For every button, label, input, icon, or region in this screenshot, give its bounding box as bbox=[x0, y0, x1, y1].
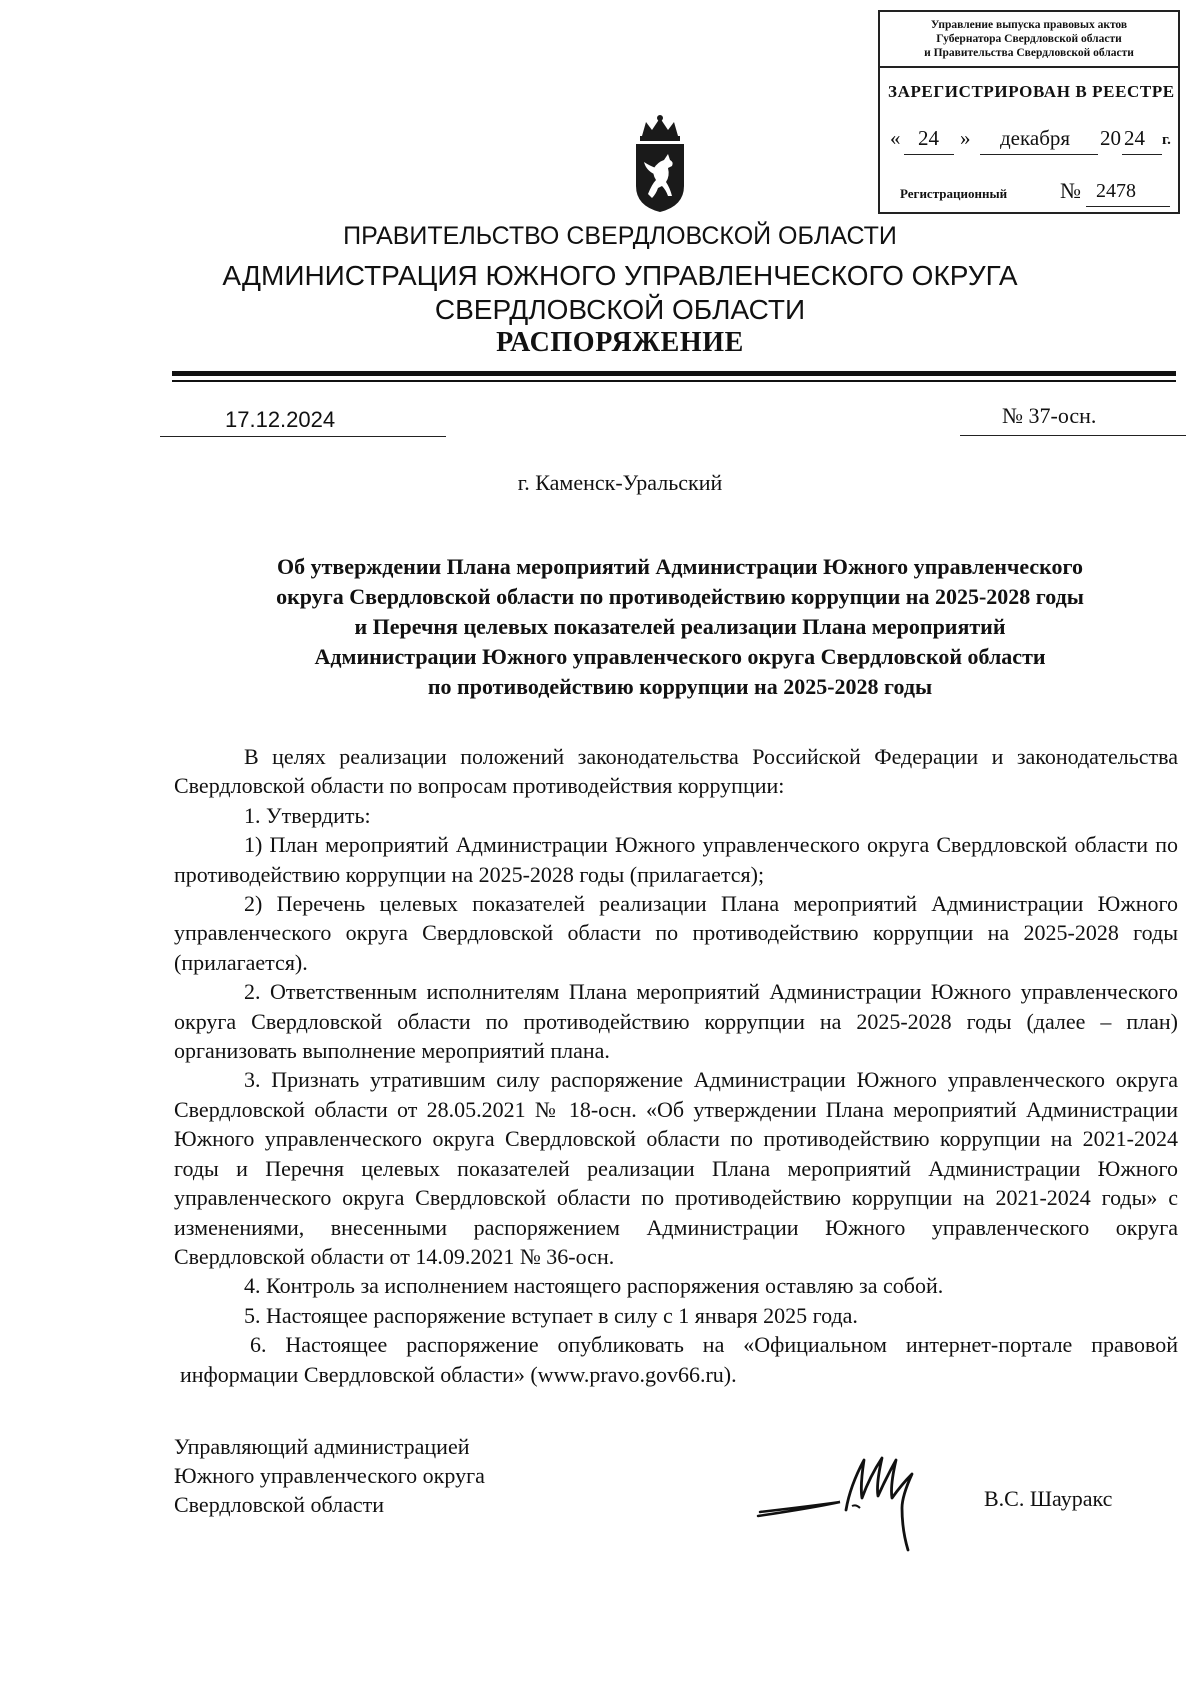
stamp-date-day: 24 bbox=[918, 126, 939, 150]
body-paragraph: 3. Признать утратившим силу распоряжение Администрации Южного управленческого округа Свердловской области от 28.05.2021 № 18-осн. «Об утверждении Плана мероприятий Администрации Южного управленческого округа Свердловской области по противодействию коррупции на 2021-2024 годы и Перечня целевых показателей реализации Плана мероприятий Администрации Южного управленческого округа Свердловской области по противодействию коррупции на 2021-2024 годы» с изменениями, внесенными распоряжением Администрации Южного управленческого округа Свердловской области от 14.09.2021 № 36-осн. bbox=[174, 1067, 1178, 1269]
header-divider-thin bbox=[172, 380, 1176, 382]
document-title-line: и Перечня целевых показателей реализации Плана мероприятий bbox=[354, 614, 1006, 639]
document-title bbox=[180, 552, 1180, 702]
document-title-line: по противодействию коррупции на 2025-2028 годы bbox=[427, 674, 933, 699]
stamp-day-underline bbox=[904, 154, 954, 155]
stamp-date-year-unit: г. bbox=[1162, 132, 1171, 148]
document-type: РАСПОРЯЖЕНИЕ bbox=[496, 327, 744, 358]
body-paragraph: 1. Утвердить: bbox=[244, 802, 371, 828]
document-title-line: округа Свердловской области по противодействию коррупции на 2025-2028 годы bbox=[276, 584, 1084, 609]
government-heading: ПРАВИТЕЛЬСТВО СВЕРДЛОВСКОЙ ОБЛАСТИ bbox=[343, 222, 897, 250]
administration-heading bbox=[0, 259, 1200, 327]
body-paragraph: 6. Настоящее распоряжение опубликовать на «Официальном интернет-портале правовой информации Свердловской области» (www.pravo.gov66.ru). bbox=[180, 1332, 1178, 1387]
body-paragraph: 4. Контроль за исполнением настоящего распоряжения оставляю за собой. bbox=[244, 1273, 944, 1299]
stamp-reg-label: Регистрационный bbox=[900, 186, 1008, 201]
signatory-position-line: Свердловской области bbox=[174, 1492, 384, 1517]
stamp-year-underline bbox=[1122, 154, 1162, 155]
signatory-position-line: Южного управленческого округа bbox=[174, 1463, 485, 1488]
body-paragraph: 1) План мероприятий Администрации Южного управленческого округа Свердловской области по противодействию коррупции на 2025-2028 годы (прилагается); bbox=[174, 832, 1178, 887]
stamp-registered-label: ЗАРЕГИСТРИРОВАН В РЕЕСТРЕ bbox=[888, 82, 1175, 101]
signatory-position bbox=[174, 1432, 485, 1519]
stamp-month-underline bbox=[980, 154, 1098, 155]
body-paragraph: 2. Ответственным исполнителям Плана мероприятий Администрации Южного управленческого округа Свердловской области по противодействию коррупции на 2025-2028 годы (далее – план) организовать выполнение мероприятий плана. bbox=[174, 979, 1178, 1064]
handwritten-signature-icon bbox=[752, 1446, 942, 1566]
body-paragraph: 5. Настоящее распоряжение вступает в силу с 1 января 2025 года. bbox=[244, 1302, 858, 1328]
stamp-date-year-prefix: 20 bbox=[1100, 126, 1121, 150]
signatory-name: В.С. Шауракс bbox=[984, 1486, 1113, 1511]
body-paragraph: 2) Перечень целевых показателей реализации Плана мероприятий Администрации Южного управленческого округа Свердловской области по противодействию коррупции на 2025-2028 годы (прилагается). bbox=[174, 891, 1178, 975]
document-number-underline bbox=[960, 435, 1186, 436]
header-divider-thick bbox=[172, 371, 1176, 376]
document-title-line: Об утверждении Плана мероприятий Администрации Южного управленческого bbox=[277, 554, 1083, 579]
document-date: 17.12.2024 bbox=[225, 407, 336, 432]
stamp-date-month: декабря bbox=[1000, 126, 1071, 150]
document-number: № 37-осн. bbox=[1002, 403, 1097, 428]
document-city: г. Каменск-Уральский bbox=[517, 470, 723, 495]
stamp-date bbox=[888, 126, 1178, 154]
administration-heading-line: АДМИНИСТРАЦИЯ ЮЖНОГО УПРАВЛЕНЧЕСКОГО ОКРУГА bbox=[222, 260, 1018, 291]
stamp-header-line: Губернатора Свердловской области bbox=[936, 33, 1122, 45]
stamp-reg-number bbox=[900, 178, 1176, 206]
document-body bbox=[174, 742, 1178, 1389]
signatory-position-line: Управляющий администрацией bbox=[174, 1434, 470, 1459]
document-title-line: Администрации Южного управленческого округа Свердловской области bbox=[314, 644, 1046, 669]
stamp-date-close-quote: » bbox=[960, 126, 971, 150]
stamp-date-year-suffix: 24 bbox=[1124, 126, 1145, 150]
sverdlovsk-coat-of-arms-icon bbox=[630, 114, 690, 214]
stamp-reg-number-value: 2478 bbox=[1096, 180, 1136, 202]
document-date-underline bbox=[160, 436, 446, 437]
stamp-header-line: и Правительства Свердловской области bbox=[924, 47, 1134, 59]
stamp-header bbox=[880, 12, 1178, 68]
body-paragraph: В целях реализации положений законодательства Российской Федерации и законодательства Свердловской области по вопросам противодействия коррупции: bbox=[174, 744, 1178, 799]
registry-stamp bbox=[878, 10, 1180, 214]
administration-heading-line: СВЕРДЛОВСКОЙ ОБЛАСТИ bbox=[434, 294, 806, 325]
stamp-number-underline bbox=[1086, 206, 1170, 207]
stamp-date-open-quote: « bbox=[890, 126, 901, 150]
stamp-number-sign: № bbox=[1060, 178, 1081, 203]
stamp-header-line: Управление выпуска правовых актов bbox=[930, 19, 1128, 31]
